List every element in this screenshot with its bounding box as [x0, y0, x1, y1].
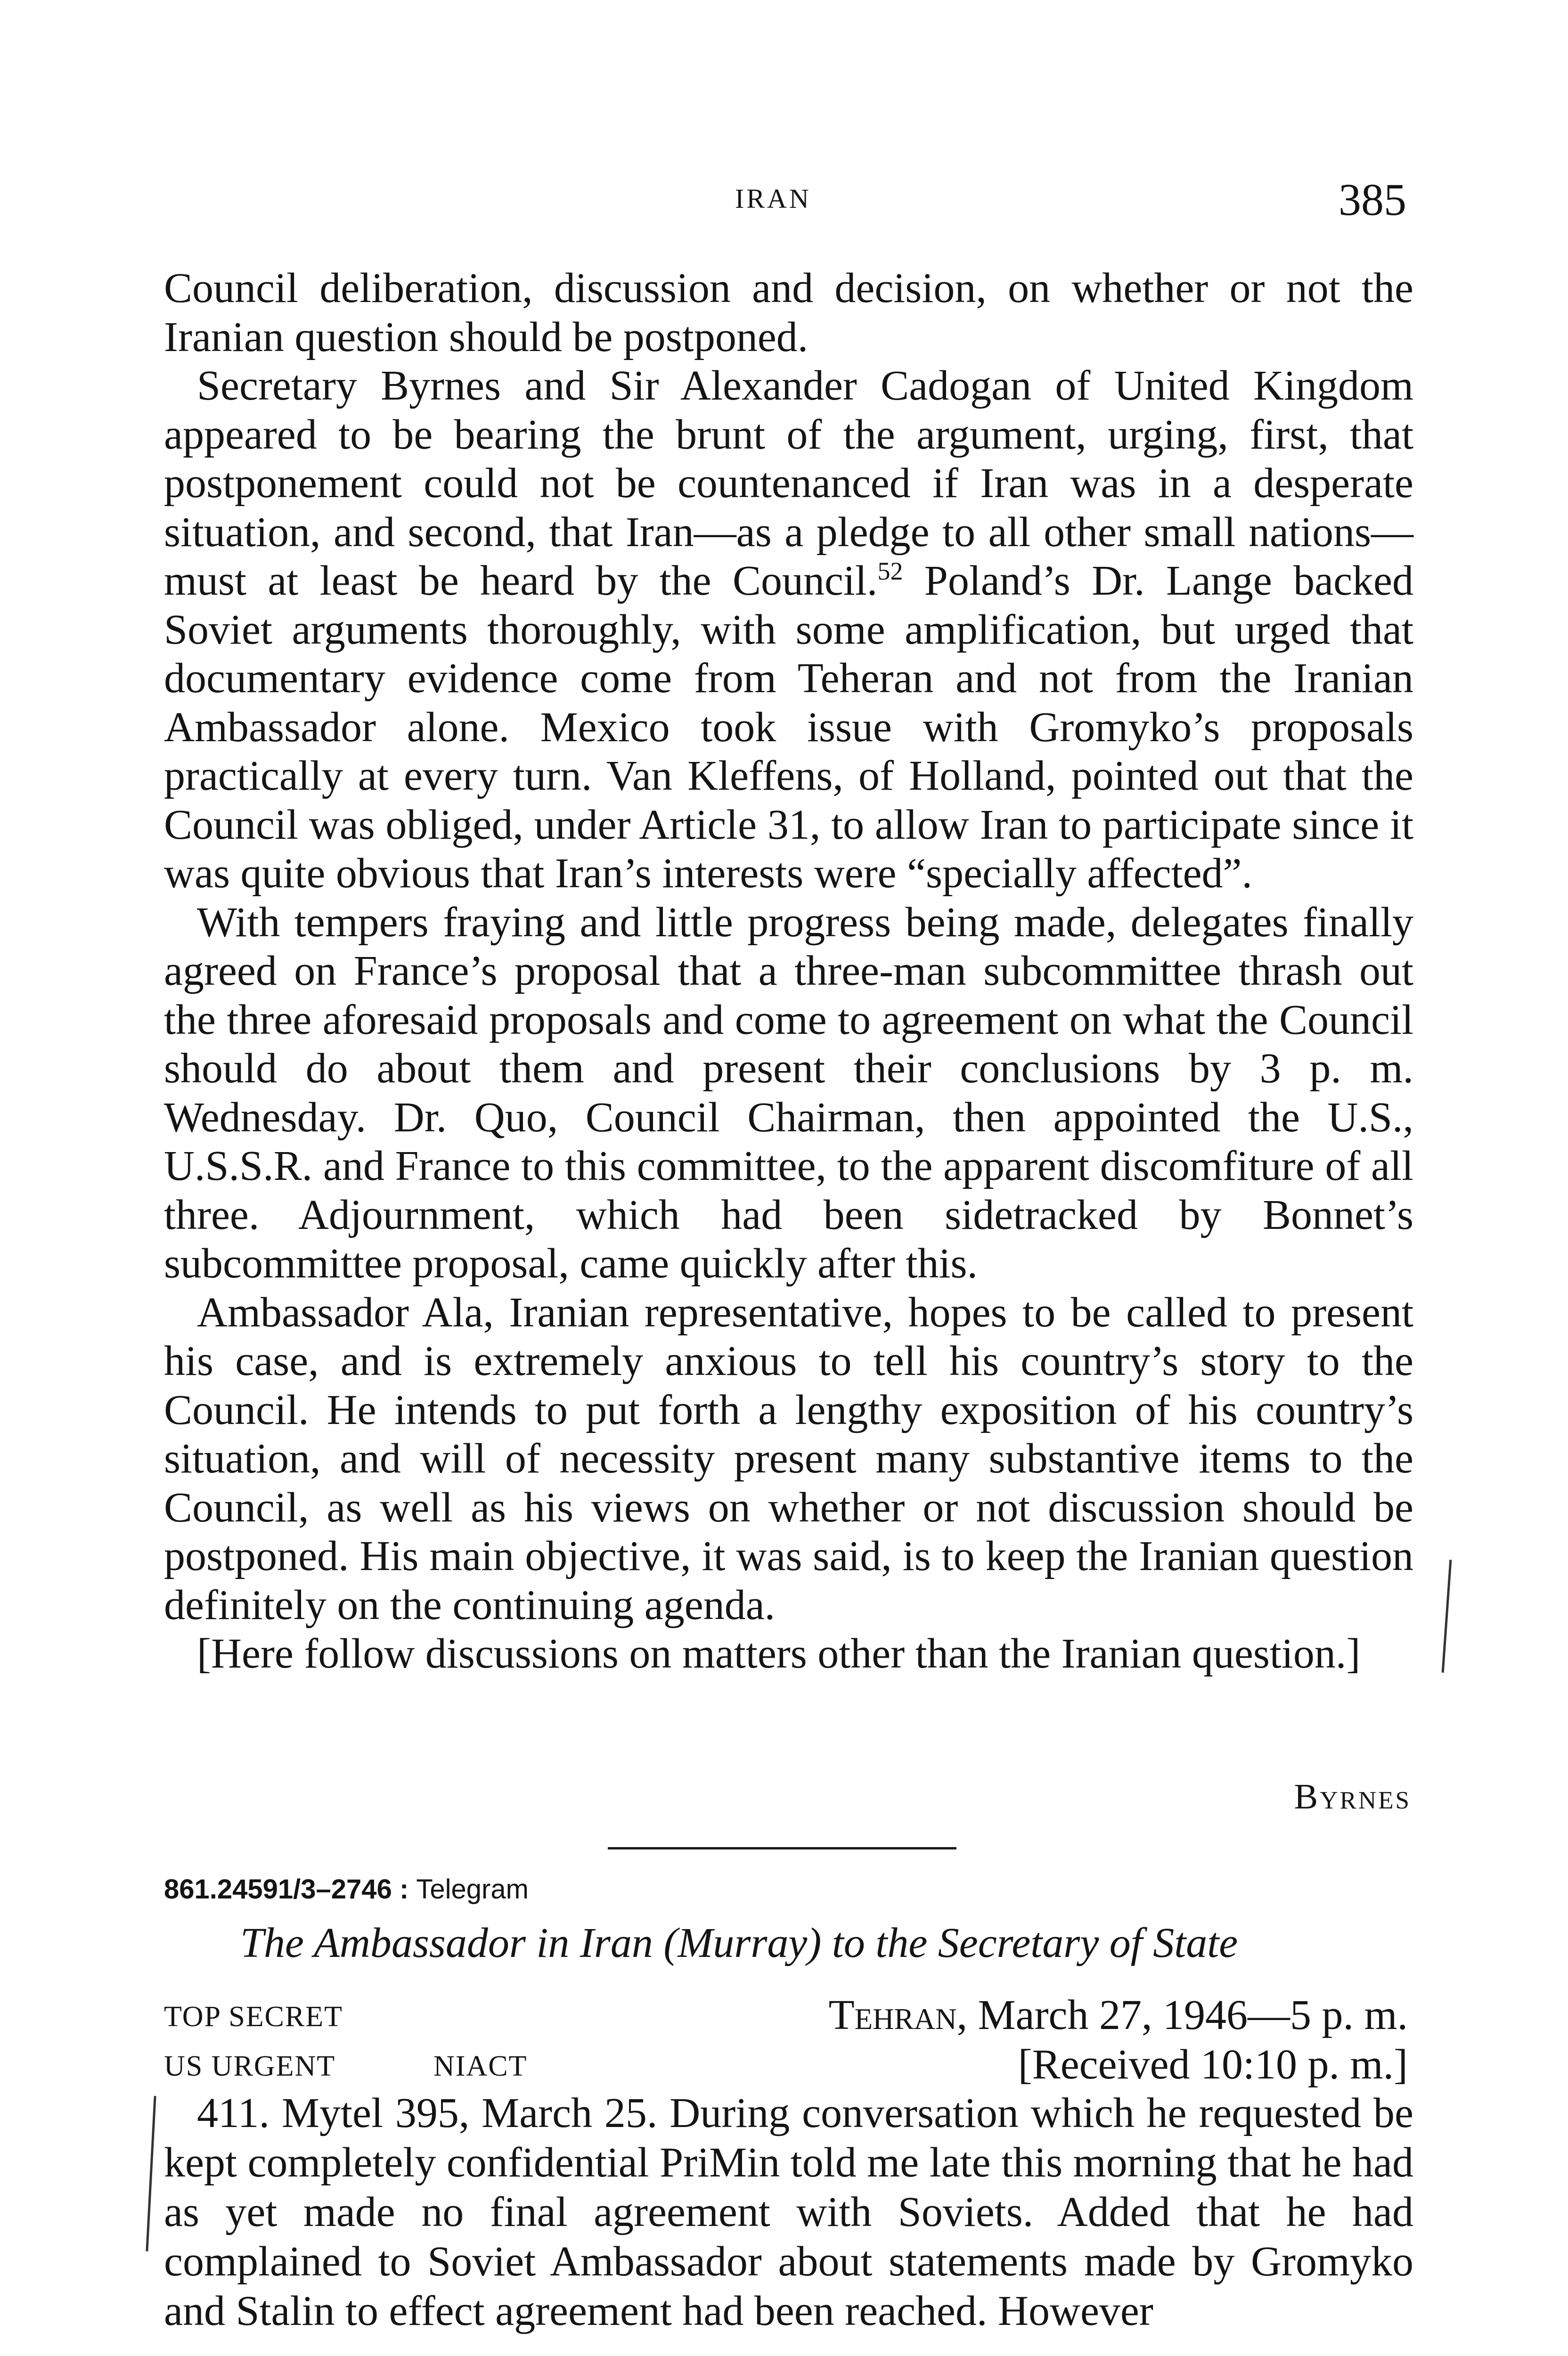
page-number: 385	[1339, 174, 1406, 225]
body-text	[164, 264, 1413, 1678]
document-title: The Ambassador in Iran (Murray) to the Secretary of State	[240, 1920, 1238, 1966]
place-date	[829, 1991, 1408, 2039]
margin-mark	[146, 2096, 156, 2251]
routing: NIACT	[433, 2050, 528, 2082]
section-divider	[608, 1847, 956, 1849]
paragraph: Ambassador Ala, Iranian representative, hopes to be called to present his case, and is extremely anxious to tell his country’s story to the Council. He intends to put forth a lengthy exposition of his country’s situation, and will of necessity present many substantive items to the Council, as well as his views on whether or not discussion should be postponed. His main objective, it was said, is to keep the Iranian question definitely on the continuing agenda.	[164, 1289, 1413, 1628]
file-number: 861.24591/3–2746 :	[164, 1874, 409, 1905]
classification: TOP SECRET	[164, 2001, 343, 2033]
footnote-reference: 52	[877, 557, 903, 585]
document-type: Telegram	[416, 1874, 529, 1905]
margin-mark	[1442, 1560, 1452, 1673]
signature: Byrnes	[1294, 1777, 1411, 1816]
date: March 27, 1946—5 p. m.	[978, 1992, 1408, 2038]
paragraph-text: Secretary Byrnes and Sir Alexander Cadogan of United Kingdom appeared to be bearing the brunt of the argument, urging, first, that postponement could not be countenanced if Iran was in a desperate situation, and second, that Iran—as a pledge to all other small nations—must at least be heard by the Council.	[164, 362, 1413, 604]
paragraph: 411. Mytel 395, March 25. During conversation which he requested be kept completely confidential PriMin told me late this morning that he had as yet made no final agreement with Soviets. Added that he had complained to Soviet Ambassador about statements made by Gromyko and Stalin to effect agreement had been reached. However	[164, 2090, 1413, 2334]
paragraph	[164, 361, 1413, 898]
paragraph-text: Poland’s Dr. Lange backed Soviet arguments thoroughly, with some amplification, but urged that documentary evidence come from Teheran and not from the Iranian Ambassador alone. Mexico took issue with Gromyko’s proposals practically at every turn. Van Kleffens, of Holland, pointed out that the Council was obliged, under Article 31, to allow Iran to participate since it was quite obvious that Iran’s interests were “specially affected”.	[164, 557, 1413, 897]
telegram-text	[164, 2088, 1413, 2336]
running-head: IRAN	[735, 183, 811, 214]
paragraph: With tempers fraying and little progress being made, delegates finally agreed on France’s proposal that a three-man subcommittee thrash out the three aforesaid proposals and come to agreement on what the Council should do about them and present their conclusions by 3 p. m. Wednesday. Dr. Quo, Council Chairman, then appointed the U.S., U.S.S.R. and France to this committee, to the apparent discomfiture of all three. Adjournment, which had been sidetracked by Bonnet’s subcommittee proposal, came quickly after this.	[164, 899, 1413, 1287]
paragraph: [Here follow discussions on matters other than the Iranian question.]	[197, 1630, 1361, 1677]
priority: US URGENT	[164, 2050, 336, 2082]
received-time: [Received 10:10 p. m.]	[1018, 2041, 1408, 2088]
paragraph: Council deliberation, discussion and decision, on whether or not the Iranian question should be postponed.	[164, 265, 1413, 360]
file-reference	[164, 1873, 529, 1905]
place: Tehran,	[828, 1992, 968, 2038]
